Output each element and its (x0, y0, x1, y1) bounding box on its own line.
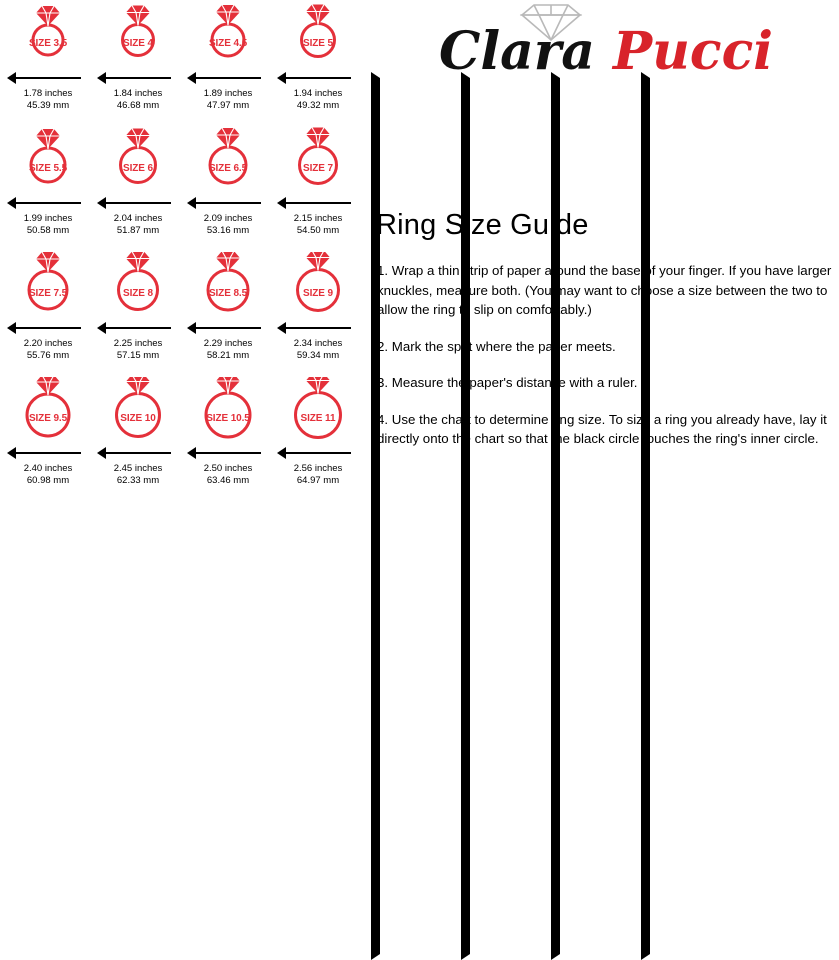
ring-size-cell[interactable] (93, 377, 183, 496)
ring-size-cell[interactable] (93, 2, 183, 121)
ring-size-cell[interactable] (3, 377, 93, 496)
ring-measurement-inches: 2.15 inches (293, 213, 343, 224)
ring-size-label: SIZE 8 (123, 288, 153, 299)
diameter-arrow-icon (93, 197, 183, 208)
ring-illustration (3, 127, 93, 195)
ring-measurement (273, 463, 363, 486)
ring-measurement-mm: 51.87 mm (116, 224, 160, 236)
brand-name-first: Clara (438, 21, 595, 82)
ring-measurement-mm: 62.33 mm (116, 474, 160, 486)
ring-illustration (183, 252, 273, 320)
page-title: Ring Size Guide (376, 209, 589, 242)
ring-measurement (183, 213, 273, 236)
brand-wordmark (376, 22, 836, 82)
ring-illustration (3, 377, 93, 445)
diameter-arrow-icon (3, 447, 93, 458)
ring-measurement (93, 213, 183, 236)
guide-step: 4. Use the chart to determine ring size. To size a ring you already have, lay it directly onto the chart so that the black circle touches the ring's inner circle. (377, 411, 827, 447)
ring-size-cell[interactable] (3, 252, 93, 371)
ring-size-label: SIZE 11 (300, 413, 336, 424)
ring-measurement-inches: 2.04 inches (113, 213, 163, 224)
ring-size-cell[interactable] (183, 252, 273, 371)
ring-measurement (273, 338, 363, 361)
ring-size-label: SIZE 6.5 (208, 163, 248, 174)
ring-size-cell[interactable] (273, 252, 363, 371)
ring-illustration (183, 377, 273, 445)
ring-illustration (3, 252, 93, 320)
diameter-arrow-icon (273, 197, 363, 208)
ring-size-cell[interactable] (183, 2, 273, 121)
ring-measurement (3, 88, 93, 111)
ring-measurement-mm: 46.68 mm (116, 99, 160, 111)
ring-size-cell[interactable] (273, 127, 363, 246)
ring-measurement-mm: 58.21 mm (206, 349, 250, 361)
ring-size-label: SIZE 9.5 (28, 413, 68, 424)
ring-measurement-inches: 1.78 inches (23, 88, 73, 99)
guide-step: 2. Mark the spot where the paper meets. (377, 338, 616, 354)
guide-step: 3. Measure the paper's distance with a ruler. (377, 375, 638, 391)
guide-panel (368, 0, 839, 501)
ring-measurement-mm: 45.39 mm (26, 99, 70, 111)
ring-size-label: SIZE 7.5 (28, 288, 68, 299)
diameter-arrow-icon (93, 72, 183, 83)
ring-size-label: SIZE 5.5 (28, 163, 68, 174)
diameter-arrow-icon (183, 447, 273, 458)
guide-steps (377, 248, 832, 449)
ring-illustration (93, 377, 183, 445)
ring-illustration (183, 2, 273, 70)
ring-measurement (183, 88, 273, 111)
diameter-arrow-icon (273, 447, 363, 458)
ring-measurement-mm: 57.15 mm (116, 349, 160, 361)
ring-size-label: SIZE 9 (303, 288, 333, 299)
ring-illustration (93, 252, 183, 320)
ring-size-cell[interactable] (93, 127, 183, 246)
ring-size-cell[interactable] (183, 377, 273, 496)
ring-illustration (273, 377, 363, 445)
ring-size-cell[interactable] (3, 2, 93, 121)
ring-measurement-mm: 54.50 mm (296, 224, 340, 236)
ring-measurement (273, 88, 363, 111)
ring-measurement-inches: 1.89 inches (203, 88, 253, 99)
diameter-arrow-icon (183, 197, 273, 208)
brand-name-second: Pucci (613, 21, 774, 82)
guide-step: 1. Wrap a thin strip of paper around the base of your finger. If you have larger knuckles, measure both. (You may want to choose a size between the two to allow the ring to slip on comfortably.) (377, 263, 832, 318)
ring-measurement-inches: 2.40 inches (23, 463, 73, 474)
ring-measurement-mm: 49.32 mm (296, 99, 340, 111)
diameter-arrow-icon (273, 322, 363, 333)
ring-measurement-inches: 2.29 inches (203, 338, 253, 349)
ring-measurement (273, 213, 363, 236)
ring-measurement-inches: 2.34 inches (293, 338, 343, 349)
ring-size-cell[interactable] (273, 377, 363, 496)
ring-illustration (273, 127, 363, 195)
ring-size-label: SIZE 5 (303, 38, 333, 49)
ring-measurement-mm: 53.16 mm (206, 224, 250, 236)
ring-size-cell[interactable] (273, 2, 363, 121)
ring-measurement-mm: 55.76 mm (26, 349, 70, 361)
ring-measurement-mm: 59.34 mm (296, 349, 340, 361)
ring-measurement-mm: 60.98 mm (26, 474, 70, 486)
ring-size-label: SIZE 10 (120, 413, 156, 424)
ring-measurement-inches: 1.84 inches (113, 88, 163, 99)
ring-measurement-mm: 63.46 mm (206, 474, 250, 486)
brand-logo (368, 0, 839, 108)
ring-size-label: SIZE 3.5 (28, 38, 68, 49)
ring-size-label: SIZE 6 (123, 163, 153, 174)
ring-illustration (3, 2, 93, 70)
ring-measurement-mm: 47.97 mm (206, 99, 250, 111)
ring-size-cell[interactable] (183, 127, 273, 246)
ring-measurement-inches: 2.20 inches (23, 338, 73, 349)
ring-measurement-inches: 2.45 inches (113, 463, 163, 474)
ring-measurement-inches: 2.56 inches (293, 463, 343, 474)
diameter-arrow-icon (3, 322, 93, 333)
diameter-arrow-icon (183, 72, 273, 83)
ring-size-label: SIZE 4.5 (208, 38, 248, 49)
ring-illustration (273, 2, 363, 70)
ring-size-grid (0, 0, 362, 501)
ring-measurement-inches: 1.99 inches (23, 213, 73, 224)
ring-size-cell[interactable] (3, 127, 93, 246)
diameter-arrow-icon (3, 72, 93, 83)
ring-measurement (183, 338, 273, 361)
ring-illustration (93, 127, 183, 195)
ring-measurement (3, 338, 93, 361)
ring-measurement-inches: 2.25 inches (113, 338, 163, 349)
ring-size-cell[interactable] (93, 252, 183, 371)
ring-size-label: SIZE 8.5 (208, 288, 248, 299)
ring-measurement (183, 463, 273, 486)
diameter-arrow-icon (93, 447, 183, 458)
ring-measurement (93, 463, 183, 486)
diameter-arrow-icon (93, 322, 183, 333)
ring-size-label: SIZE 7 (303, 163, 333, 174)
ring-measurement-inches: 2.50 inches (203, 463, 253, 474)
ring-measurement (93, 338, 183, 361)
ring-illustration (273, 252, 363, 320)
ring-measurement (93, 88, 183, 111)
ring-measurement-mm: 50.58 mm (26, 224, 70, 236)
diameter-arrow-icon (3, 197, 93, 208)
ring-measurement (3, 213, 93, 236)
diameter-arrow-icon (273, 72, 363, 83)
diameter-arrow-icon (183, 322, 273, 333)
ring-size-label: SIZE 4 (123, 38, 153, 49)
ring-measurement (3, 463, 93, 486)
ring-measurement-mm: 64.97 mm (296, 474, 340, 486)
ring-illustration (93, 2, 183, 70)
ring-measurement-inches: 1.94 inches (293, 88, 343, 99)
ring-size-label: SIZE 10.5 (206, 413, 250, 424)
ring-measurement-inches: 2.09 inches (203, 213, 253, 224)
ring-illustration (183, 127, 273, 195)
